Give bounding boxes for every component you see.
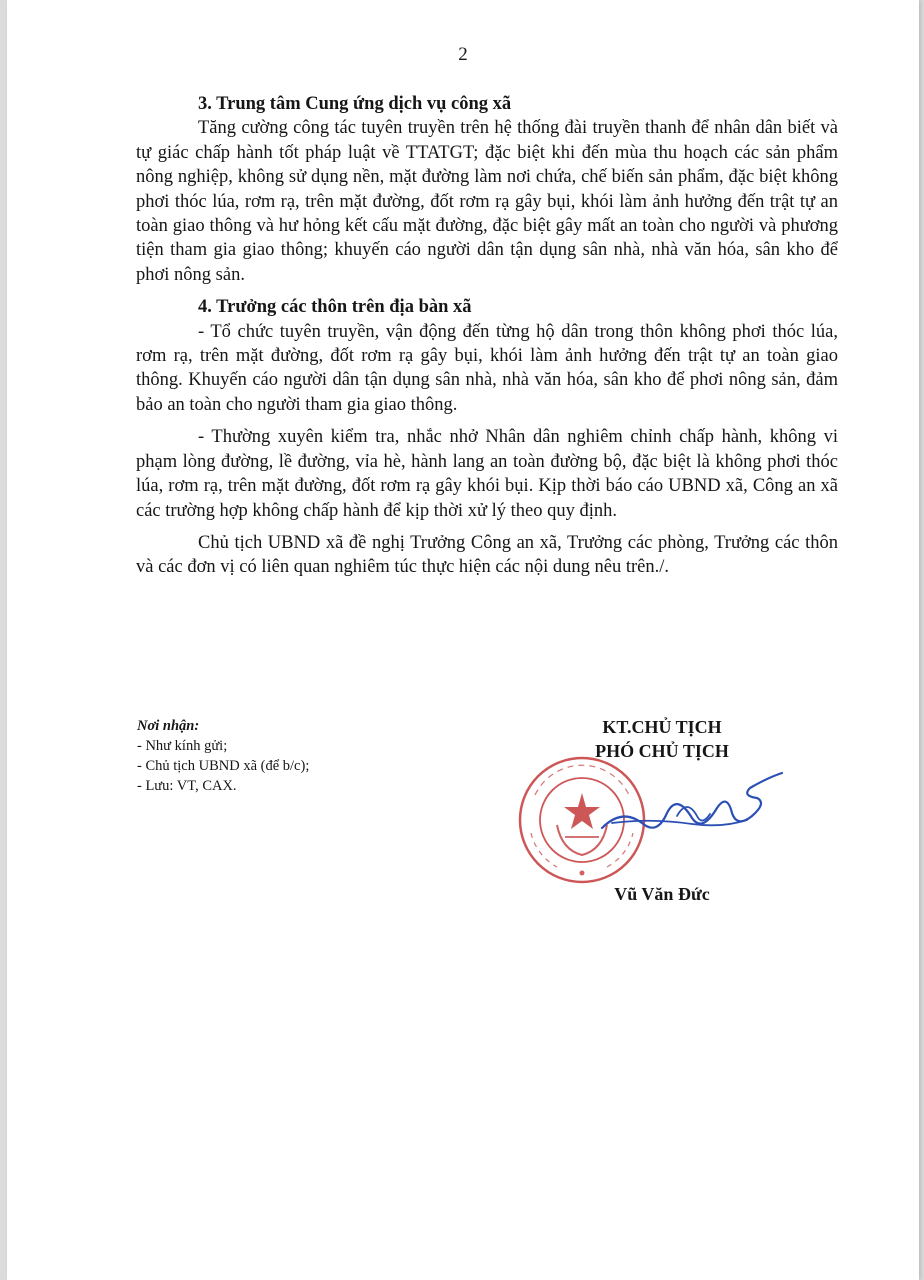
closing-paragraph: Chủ tịch UBND xã đề nghị Trưởng Công an xã, Trưởng các phòng, Trưởng các thôn và các đơn vị có liên quan nghiêm túc thực hiện các nội dung nêu trên./. [136,532,838,578]
section-3-paragraph: Tăng cường công tác tuyên truyền trên hệ thống đài truyền thanh để nhân dân biết và tự giác chấp hành tốt pháp luật về TTATGT; đặc biệt khi đến mùa thu hoạch các sản phẩm nông nghiệp, không sử dụng nền, mặt đường làm nơi chứa, chế biến sản phẩm, đặc biệt không phơi thóc lúa, rơm rạ, trên mặt đường, đốt rơm rạ gây bụi, khói làm ảnh hưởng đến trật tự an toàn giao thông và hư hỏng kết cấu mặt đường, đặc biệt gây mất an toàn cho người và phương tiện tham gia giao thông; khuyến cáo người dân tận dụng sân nhà, nhà văn hóa, sân kho để phơi nông sản. [136,118,838,285]
recipients-block [137,716,309,796]
document-body [136,92,838,580]
section-heading-3: 3. Trung tâm Cung ứng dịch vụ công xã [198,94,512,114]
page-number: 2 [458,44,468,65]
handwritten-signature-icon [582,768,792,848]
signature-title-line2: PHÓ CHỦ TỊCH [595,741,729,761]
document-page [7,0,919,1280]
section-4-paragraph-2: - Thường xuyên kiểm tra, nhắc nhở Nhân dân nghiêm chỉnh chấp hành, không vi phạm lòng đường, lề đường, vỉa hè, hành lang an toàn đường bộ, đặc biệt là không phơi thóc lúa, rơm rạ, trên mặt đường, đốt rơm rạ gây khói bụi. Kịp thời báo cáo UBND xã, Công an xã các trường hợp không chấp hành để kịp thời xử lý theo quy định. [136,427,838,521]
recipient-item: - Như kính gửi; [137,738,228,754]
signature-title-line1: KT.CHỦ TỊCH [602,717,722,737]
recipients-heading: Nơi nhận: [137,718,200,734]
section-heading-4: 4. Trưởng các thôn trên địa bàn xã [198,297,472,318]
signer-name: Vũ Văn Đức [614,884,710,904]
recipient-item: - Chủ tịch UBND xã (để b/c); [137,758,310,774]
recipient-item: - Lưu: VT, CAX. [137,778,237,794]
section-4-paragraph-1: - Tổ chức tuyên truyền, vận động đến từng hộ dân trong thôn không phơi thóc lúa, rơm rạ, trên mặt đường, đốt rơm rạ gây bụi, khói làm ảnh hưởng đến trật tự an toàn giao thông. Khuyến cáo người dân tận dụng sân nhà, nhà văn hóa, sân kho để phơi nông sản, đảm bảo an toàn cho người tham gia giao thông. [136,321,838,415]
